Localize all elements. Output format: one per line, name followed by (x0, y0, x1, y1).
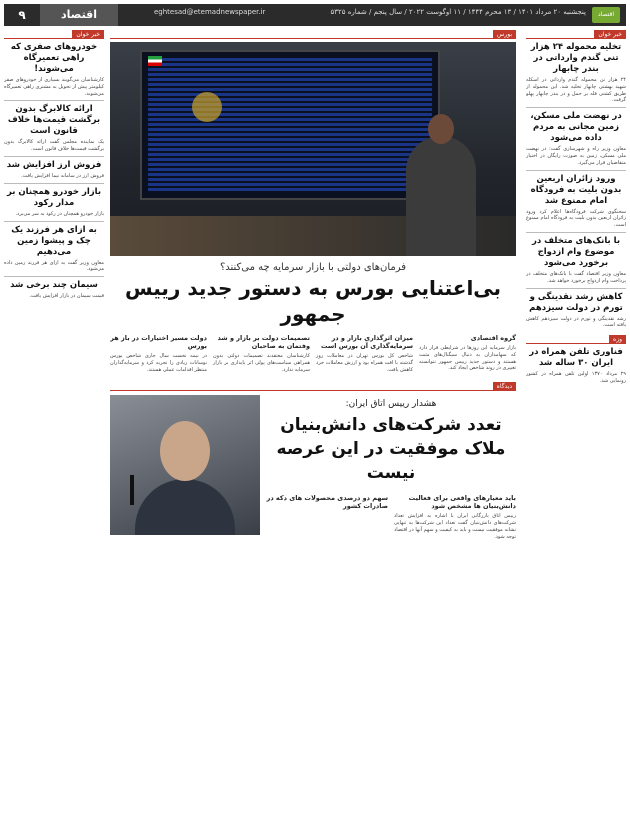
section-tag: خبر خوان (72, 30, 104, 39)
news-item (4, 225, 104, 274)
article-subhead: گروه اقتصادی (470, 334, 516, 342)
news-body: یک نماینده مجلس گفت ارائه کالابرگ بدون برگشت قیمت‌ها خلاف قانون است. (4, 139, 104, 153)
section-tag: دیدگاه (493, 382, 516, 391)
news-body: ۲۹ مرداد ۱۳۷۰ اولین تلفن همراه در کشور رونمایی شد. (526, 371, 626, 384)
news-body: کارشناسان می‌گویند بسیاری از خودروهای صفر کیلومتر پیش از تحویل به مشتری راهی تعمیرگاه می‌شوند. (4, 77, 104, 97)
right-news-column (526, 30, 626, 818)
page-number: ۹ (18, 8, 26, 22)
news-title[interactable]: فناوری تلفن همراه در ایران ۳۰ ساله شد (529, 347, 623, 369)
article-body: شاخص کل بورس تهران در معاملات روز گذشته با افت همراه بود و ارزش معاملات خرد کاهش یافت. (316, 353, 413, 373)
article-column (110, 331, 207, 376)
stock-board-image (140, 50, 440, 200)
news-body: ۲۴ هزار تن محموله گندم وارداتی در اسکله شهید بهشتی چابهار تخلیه شد. این محموله از طریق کشتی فله بر حمل و در بندر چابهار پهلو گرفت. (526, 77, 626, 104)
email-address[interactable]: eghtesad@etemadnewspaper.ir (154, 8, 266, 16)
news-title[interactable]: کاهش رشد نقدینگی و تورم در دولت سیزدهم (529, 291, 623, 313)
divider (4, 156, 104, 157)
news-body: فروش ارز در سامانه نیما افزایش یافت. (21, 172, 104, 179)
news-body: معاون وزیر گفت به ازای هر فرزند زمین داده می‌شود. (4, 259, 104, 273)
news-title[interactable]: به ازای هر فرزند یک چک و پیشوا زمین می‌دهیم (11, 224, 97, 257)
article-body: در نیمه نخست سال جاری شاخص بورس نوسانات زیادی را تجربه کرد و سرمایه‌گذاران منتظر اقدامات عملی هستند. (110, 353, 207, 373)
article-columns (110, 331, 516, 376)
stock-exchange-photo (110, 42, 516, 256)
microphone-icon (130, 475, 134, 505)
interview-body: رییس اتاق بازرگانی ایران با اشاره به افزایش تعداد شرکت‌های دانش‌بنیان گفت تعداد این شرکت‌ها به تنهایی نشانه موفقیت نیست و باید به کیفیت و سهم آنها در اقتصاد توجه شود. (394, 513, 516, 540)
news-body: سخنگوی شرکت فرودگاه‌ها اعلام کرد ورود زائران اربعین بدون بلیت به فرودگاه امام ممنوع است. (526, 208, 626, 229)
news-body: معاون وزیر اقتصاد گفت با بانک‌های متخلف در پرداخت وام ازدواج برخورد خواهد شد. (526, 270, 626, 284)
emblem-icon (192, 92, 222, 122)
divider (4, 221, 104, 222)
article-headline[interactable]: بی‌اعتنایی بورس به دستور جدید رییس جمهور (124, 276, 502, 326)
news-title[interactable]: با بانک‌های متخلف در موضوع وام ازدواج برخورد می‌شود (531, 235, 621, 268)
news-title[interactable]: ورود زائران اربعین بدون بلیت به فرودگاه امام ممنوع شد (530, 173, 622, 206)
section-title: اقتصاد (40, 4, 118, 26)
article-subhead: دولت مسیر اختیارات در باز هر بورس (110, 334, 207, 350)
divider (4, 100, 104, 101)
news-item (526, 347, 626, 385)
interview-kicker: هشدار رییس اتاق ایران: (345, 399, 437, 410)
left-news-column (4, 30, 104, 818)
article-subhead: میزان اثرگذاری بازار و در سرمایه‌گذاری آن بورس است (320, 334, 413, 350)
main-content (110, 30, 516, 818)
interview-header (266, 395, 516, 543)
page-header (4, 4, 626, 26)
interview-subhead: باید معیارهای واقعی برای فعالیت دانش‌بنیان ها مشخص شود (408, 494, 516, 511)
divider (526, 232, 626, 233)
news-item (4, 280, 104, 300)
divider (526, 288, 626, 289)
date-line: پنجشنبه ۲۰ مرداد ۱۴۰۱ / ۱۳ محرم ۱۴۴۴ / ۱۱ اوگوست ۲۰۲۲ / سال پنجم / شماره ۵۳۲۵ (330, 8, 586, 16)
news-body: معاون وزیر راه و شهرسازی گفت: در نهضت ملی مسکن، زمین به صورت رایگان در اختیار متقاضیان قرار می‌گیرد. (526, 146, 626, 166)
news-item (526, 42, 626, 104)
news-title[interactable]: تخلیه محموله ۲۴ هزار تنی گندم وارداتی در بندر چابهار (530, 42, 622, 74)
section-tag: بورس (493, 30, 516, 39)
news-item (4, 187, 104, 218)
newspaper-logo: اقتصاد (592, 7, 620, 23)
news-title[interactable]: ارائه کالابرگ بدون برگشت قیمت‌ها خلاف قانون است (7, 104, 101, 137)
news-body: بازار خودرو همچنان در رکود به سر می‌برد. (15, 210, 104, 217)
article-column (419, 331, 516, 376)
news-title[interactable]: سیمان چند برخی شد (10, 280, 98, 291)
section-tag: خبر خوان (594, 30, 626, 39)
interview-section (110, 382, 516, 543)
news-title[interactable]: خودروهای صفری که راهی تعمیرگاه می‌شوند! (10, 42, 98, 74)
flag-icon (148, 56, 162, 66)
divider (526, 107, 626, 108)
news-body: قیمت سیمان در بازار افزایش یافت. (29, 293, 104, 300)
portrait-photo (110, 395, 260, 535)
news-title[interactable]: بازار خودرو همچنان بر مدار رکود (6, 186, 102, 208)
news-item (526, 292, 626, 330)
article-body: بازار سرمایه این روزها در شرایطی قرار دارد که سهامداران به دنبال سیگنال‌های مثبت هستند و دستور جدید رییس جمهور نتوانسته تغییری در روند شاخص ایجاد کند. (419, 345, 516, 372)
news-title[interactable]: فروش ارز افزایش شد (6, 159, 102, 170)
news-title[interactable]: در نهضت ملی مسکن، زمین مجانی به مردم داده می‌شود (530, 111, 622, 144)
divider (4, 276, 104, 277)
news-item (526, 236, 626, 285)
section-tag: وزه (609, 335, 626, 344)
news-body: رشد نقدینگی و تورم در دولت سیزدهم کاهش یافته است. (526, 315, 626, 329)
interview-headline[interactable]: تعدد شرکت‌های دانش‌بنیان ملاک موفقیت در این عرصه نیست (276, 415, 506, 484)
article-kicker: فرمان‌های دولتی با بازار سرمایه چه می‌کنند؟ (219, 262, 407, 273)
divider (4, 183, 104, 184)
news-item (4, 104, 104, 153)
article-column (213, 331, 310, 376)
person-silhouette (406, 136, 476, 256)
news-item (526, 111, 626, 166)
article-subhead: تصمیمات دولت بر بازار و شد وفتمان به صاحبان (217, 334, 310, 350)
news-item (4, 42, 104, 97)
divider (526, 170, 626, 171)
news-item (526, 174, 626, 229)
article-body: کارشناسان معتقدند تصمیمات دولتی بدون همراهی سیاست‌های پولی اثر پایداری بر بازار سرمایه ندارد. (213, 353, 310, 373)
article-column (316, 331, 413, 376)
news-item (4, 160, 104, 180)
interview-subhead: سهم دو درصدی محصولات های دکه در صادرات کشور (266, 494, 388, 511)
